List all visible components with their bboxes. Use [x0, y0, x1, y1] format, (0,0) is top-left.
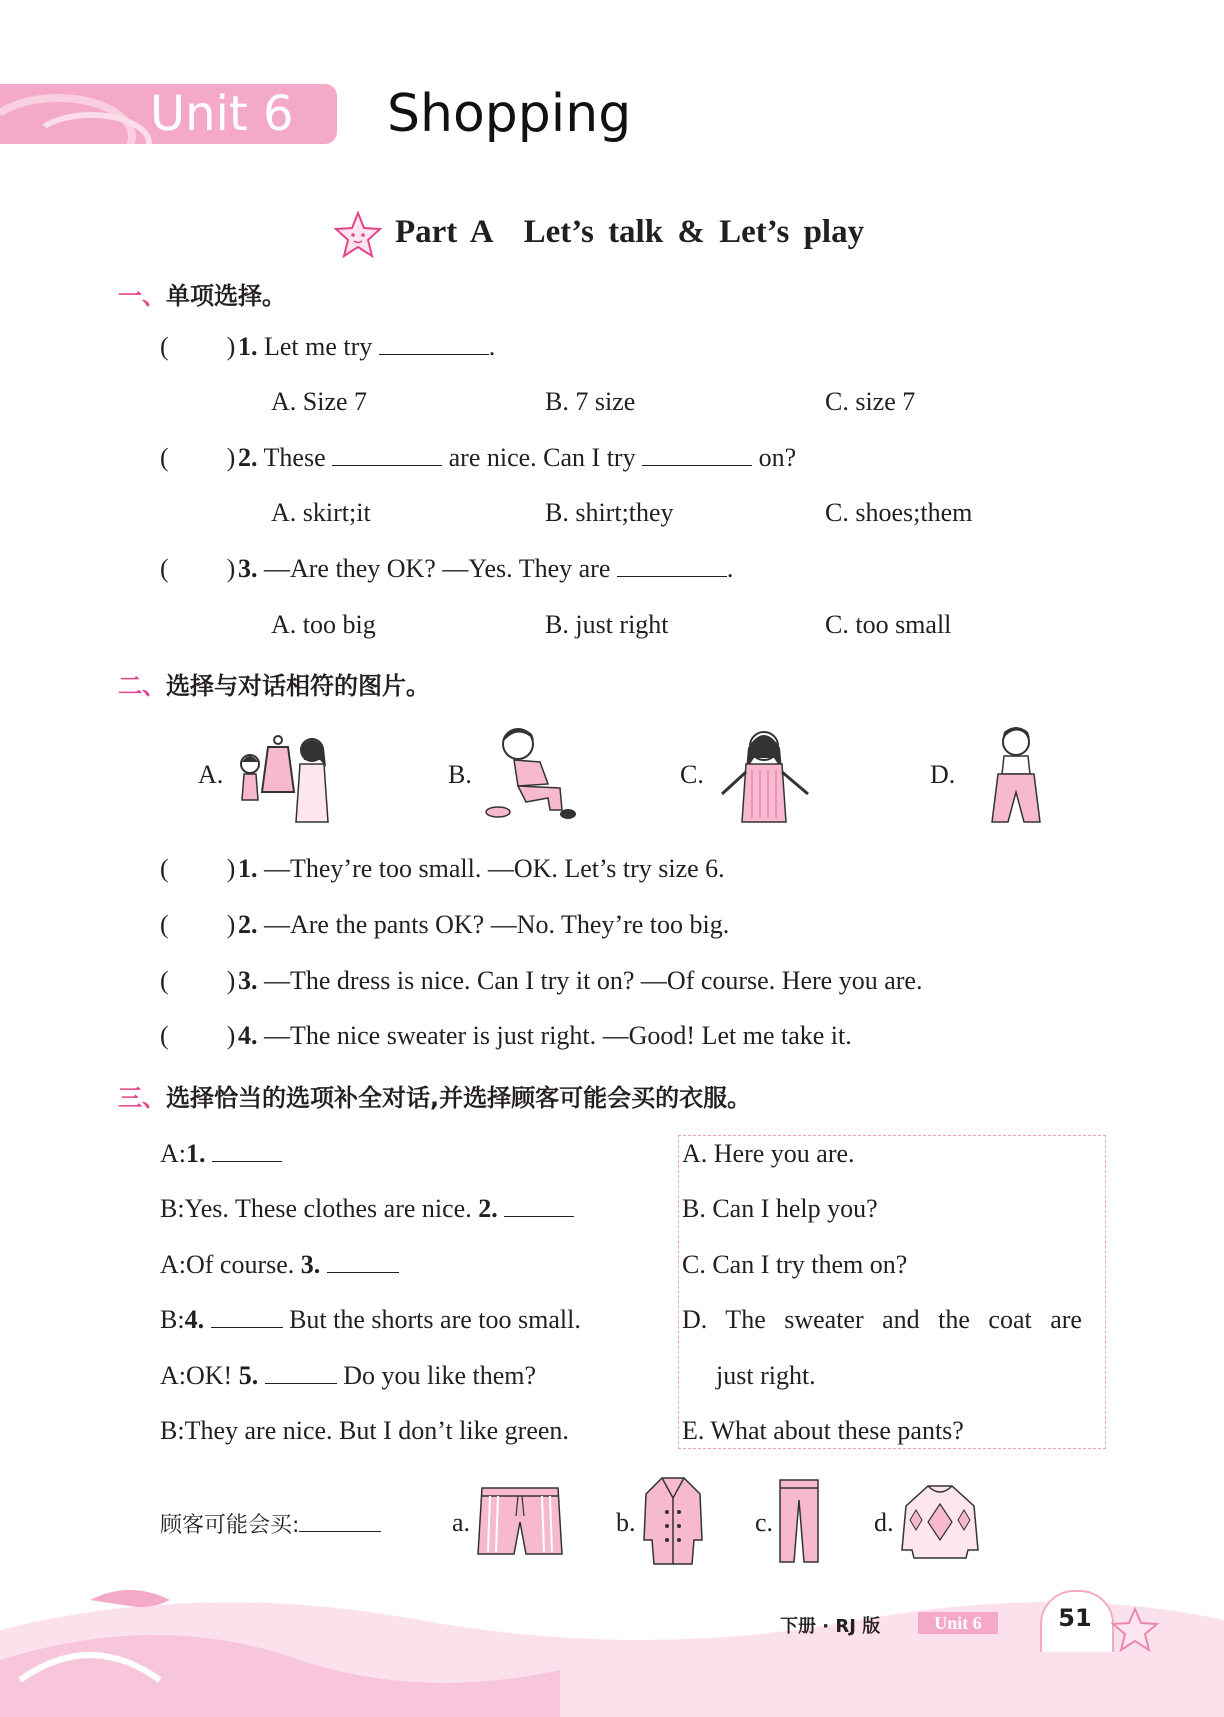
answer-blank[interactable] [332, 443, 442, 466]
dialogue-2-2 [160, 910, 729, 940]
unit-title: Shopping [387, 84, 632, 144]
answer-blank[interactable] [617, 554, 727, 577]
dialogue-2-3 [160, 966, 922, 996]
section-2-heading [118, 666, 430, 701]
shorts-icon [476, 1482, 564, 1562]
picture-label-a: A. [198, 760, 224, 789]
star-icon [1110, 1606, 1160, 1654]
question-1-2: ( ) 2. These are nice. Can I try on? [160, 443, 797, 472]
dialogue-3-line-1: A:1. [160, 1139, 282, 1169]
dialogue-2-4 [160, 1021, 852, 1051]
choice-b: B. Can I help you? [682, 1194, 878, 1223]
option-1-2-c: C. shoes;them [825, 498, 973, 527]
question-text: Let me try [264, 332, 373, 361]
star-icon [334, 210, 382, 260]
choice-a: A. Here you are. [682, 1139, 855, 1168]
page-number: 51 [1058, 1604, 1092, 1632]
section-title: 选择与对话相符的图片。 [166, 672, 430, 700]
answer-blank[interactable] [299, 1509, 381, 1532]
question-text: are nice. Can I try [448, 443, 636, 472]
dialogue-2-1 [160, 854, 725, 884]
item-label-d: d. [874, 1508, 894, 1537]
part-label: Part A [395, 214, 494, 250]
question-number: 3. [238, 554, 258, 583]
question-number: 2. [238, 910, 258, 939]
part-title [395, 214, 864, 251]
item-label-b: b. [616, 1508, 636, 1537]
dialogue-text: —Are the pants OK? —No. They’re too big. [264, 910, 730, 939]
option-1-3-b: B. just right [545, 610, 669, 639]
question-number: 1. [238, 854, 258, 883]
girl-sweater-picture [712, 722, 817, 827]
dialogue-3-line-4: B:4. But the shorts are too small. [160, 1305, 581, 1334]
buy-question [160, 1508, 381, 1539]
boy-big-pants-picture [964, 722, 1069, 827]
lesson-label: Let’s talk & Let’s play [523, 214, 865, 250]
dialogue-text: —The dress is nice. Can I try it on? —Of course. Here you are. [264, 966, 923, 995]
sweater-icon [900, 1480, 980, 1564]
answer-blank[interactable] [504, 1194, 574, 1217]
choice-e: E. What about these pants? [682, 1416, 964, 1445]
pants-icon [776, 1476, 822, 1566]
answer-paren[interactable]: ( ) [160, 554, 236, 583]
section-1-heading [118, 276, 286, 311]
dialogue-3-line-5: A:OK! 5. Do you like them? [160, 1361, 537, 1390]
dialogue-text: —They’re too small. —OK. Let’s try size 6. [264, 854, 725, 883]
section-number: 三、 [118, 1084, 166, 1112]
picture-label-c: C. [680, 760, 704, 789]
coat-icon [640, 1474, 706, 1568]
answer-paren[interactable]: ( ) [160, 1021, 236, 1050]
question-number: 1. [238, 332, 258, 361]
answer-blank[interactable] [265, 1361, 337, 1384]
question-number: 3. [238, 966, 258, 995]
item-label-c: c. [755, 1508, 774, 1537]
buy-label: 顾客可能会买: [160, 1513, 300, 1538]
option-1-1-a: A. Size 7 [271, 387, 368, 416]
question-number: 4. [238, 1021, 258, 1050]
question-1-3: ( ) 3. —Are they OK? —Yes. They are . [160, 554, 734, 583]
section-number: 二、 [118, 672, 166, 700]
question-1-1: ( ) 1. Let me try . [160, 332, 496, 361]
option-1-2-a: A. skirt;it [271, 498, 371, 527]
question-number: 2. [238, 443, 258, 472]
dialogue-text: —The nice sweater is just right. —Good! Let me take it. [264, 1021, 852, 1050]
mother-daughter-dress-picture [228, 722, 333, 827]
picture-label-d: D. [930, 760, 956, 789]
item-label-a: a. [452, 1508, 471, 1537]
dialogue-3-line-6: B:They are nice. But I don’t like green. [160, 1416, 569, 1445]
answer-blank[interactable] [212, 1139, 282, 1162]
unit-tab [0, 84, 337, 144]
section-3-heading [118, 1078, 751, 1113]
answer-blank[interactable] [642, 443, 752, 466]
picture-label-b: B. [448, 760, 472, 789]
section-title: 单项选择。 [166, 282, 286, 310]
dialogue-3-line-3: A:Of course. 3. [160, 1250, 399, 1280]
option-1-1-b: B. 7 size [545, 387, 636, 416]
choice-d-continued: just right. [716, 1361, 816, 1390]
unit-label: Unit 6 [150, 86, 294, 142]
answer-paren[interactable]: ( ) [160, 966, 236, 995]
answer-paren[interactable]: ( ) [160, 854, 236, 883]
answer-paren[interactable]: ( ) [160, 332, 236, 361]
question-text: These [263, 443, 326, 472]
section-title: 选择恰当的选项补全对话,并选择顾客可能会买的衣服。 [166, 1084, 752, 1112]
choices-box [678, 1135, 1106, 1449]
choice-c: C. Can I try them on? [682, 1250, 908, 1279]
dialogue-3-line-2: B:Yes. These clothes are nice. 2. [160, 1194, 574, 1224]
option-1-3-c: C. too small [825, 610, 952, 639]
option-1-3-a: A. too big [271, 610, 376, 639]
book-label: 下册 · RJ 版 [780, 1616, 881, 1637]
question-text: —Are they OK? —Yes. They are [264, 554, 611, 583]
answer-blank[interactable] [211, 1305, 283, 1328]
option-1-2-b: B. shirt;they [545, 498, 674, 527]
answer-blank[interactable] [327, 1250, 399, 1273]
answer-blank[interactable] [379, 332, 489, 355]
footer-unit-badge: Unit 6 [918, 1612, 998, 1634]
section-number: 一、 [118, 282, 166, 310]
boy-trying-shoes-picture [478, 722, 583, 827]
answer-paren[interactable]: ( ) [160, 910, 236, 939]
option-1-1-c: C. size 7 [825, 387, 916, 416]
choice-d: D. The sweater and the coat are [682, 1305, 1082, 1334]
answer-paren[interactable]: ( ) [160, 443, 236, 472]
